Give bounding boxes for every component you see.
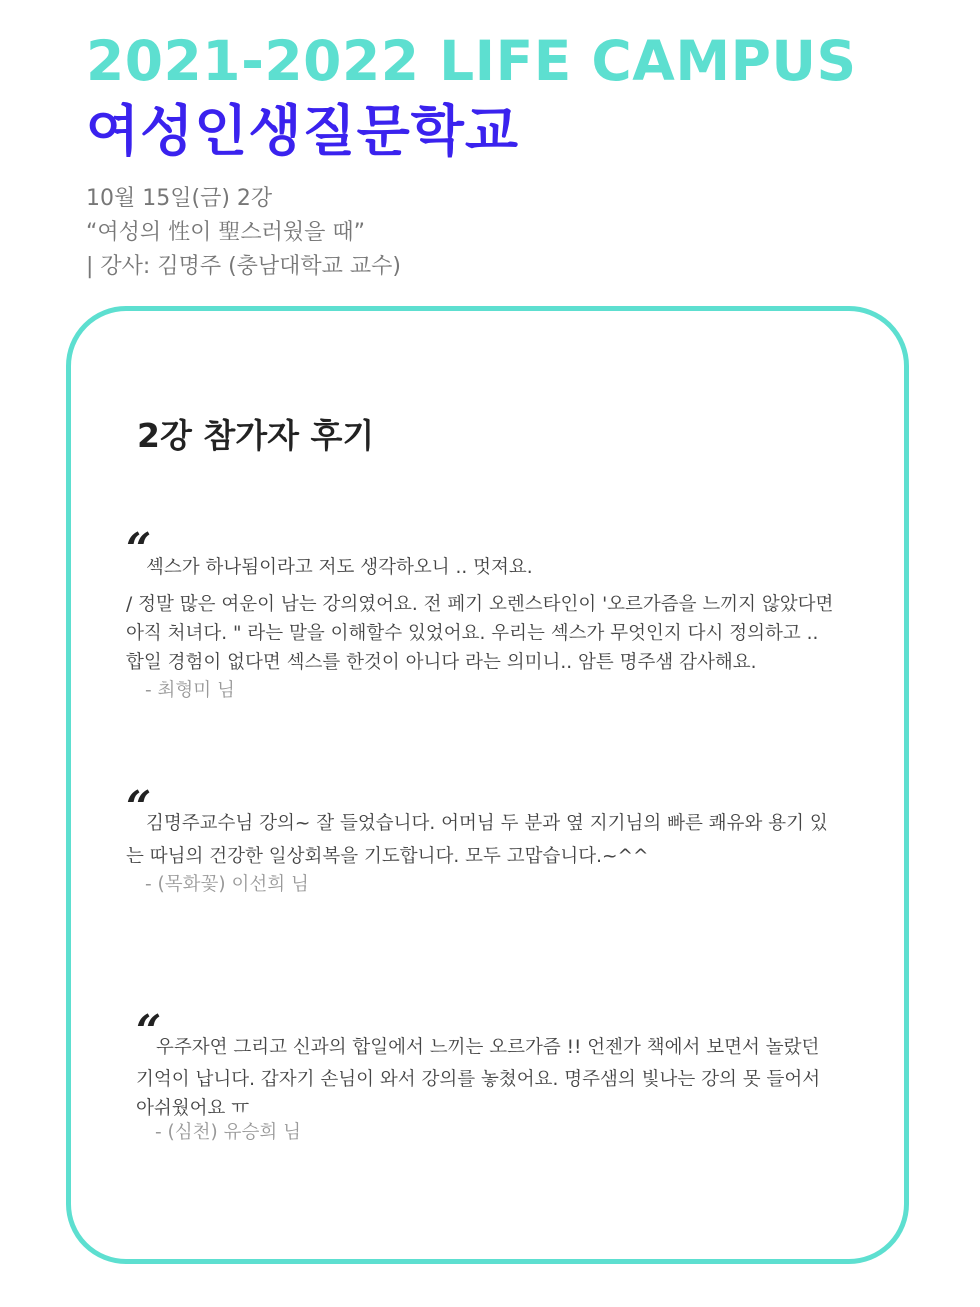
review-2-line-1: 김명주교수님 강의~ 잘 들었습니다. 어머님 두 분과 옆 지기님의 빠른 쾌유와 용기 있 <box>146 813 828 834</box>
review-2-line-2: 는 따님의 건강한 일상회복을 기도합니다. 모두 고맙습니다.~^^ <box>126 846 649 867</box>
review-1-line-3: 아직 처녀다. " 라는 말을 이해할수 있었어요. 우리는 섹스가 무엇인지 다시 정의하고 .. <box>126 623 819 644</box>
review-3-author: - (심천) 유승희 님 <box>155 1122 301 1143</box>
review-2-text <box>126 809 856 871</box>
review-3-text <box>136 1033 856 1123</box>
title-korean: 여성인생질문학교 <box>86 99 520 163</box>
review-3-line-3: 아쉬웠어요 ㅠ <box>136 1098 250 1119</box>
lecture-info <box>86 182 401 284</box>
title-english: 2021-2022 LIFE CAMPUS <box>86 29 857 93</box>
review-1-line-2: / 정말 많은 여운이 남는 강의였어요. 전 페기 오렌스타인이 '오르가즘을 느끼지 않았다면 <box>126 594 834 615</box>
lecture-title: “여성의 性이 聖스러웠을 때” <box>86 220 366 245</box>
quote-mark-icon: “ <box>126 782 152 833</box>
review-1-line-4: 합일 경험이 없다면 섹스를 한것이 아니다 라는 의미니.. 암튼 명주샘 감사해요. <box>126 652 757 673</box>
review-2-author: - (목화꽃) 이선희 님 <box>145 874 309 895</box>
review-1-text <box>126 553 856 677</box>
review-1-author: - 최형미 님 <box>145 680 235 701</box>
lecturer: | 강사: 김명주 (충남대학교 교수) <box>86 254 401 279</box>
lecture-date: 10월 15일(금) 2강 <box>86 186 273 211</box>
review-1-line-1: 셱스가 하나됨이라고 저도 생각하오니 .. 멋져요. <box>146 557 533 578</box>
review-3-line-2: 기억이 납니다. 갑자기 손님이 와서 강의를 놓쳤어요. 명주샘의 빛나는 강의 못 들어서 <box>136 1069 821 1090</box>
card-title: 2강 참가자 후기 <box>137 416 375 455</box>
quote-mark-icon: “ <box>126 524 152 575</box>
review-3-line-1: 우주자연 그리고 신과의 합일에서 느끼는 오르가즘 !! 언젠가 책에서 보면서 놀랐던 <box>156 1037 820 1058</box>
quote-mark-icon: “ <box>136 1006 162 1057</box>
